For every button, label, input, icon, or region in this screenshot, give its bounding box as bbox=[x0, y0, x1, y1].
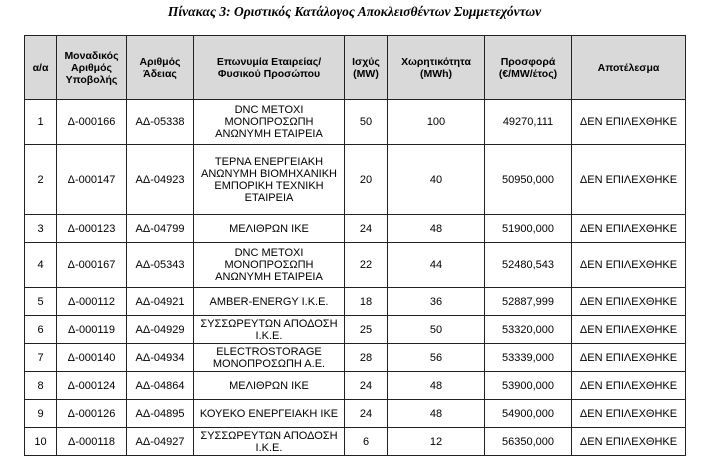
cell-power: 25 bbox=[345, 316, 388, 344]
cell-license: ΑΔ-04927 bbox=[127, 428, 194, 456]
cell-offer: 53900,000 bbox=[485, 372, 572, 400]
cell-capacity: 48 bbox=[388, 372, 485, 400]
cell-result: ΔΕΝ ΕΠΙΛΕΧΘΗΚΕ bbox=[572, 372, 686, 400]
header-power: Ισχύς (MW) bbox=[345, 36, 388, 100]
cell-capacity: 44 bbox=[388, 243, 485, 288]
cell-result: ΔΕΝ ΕΠΙΛΕΧΘΗΚΕ bbox=[572, 215, 686, 243]
cell-aa: 9 bbox=[25, 400, 57, 428]
cell-aa: 8 bbox=[25, 372, 57, 400]
header-result: Αποτέλεσμα bbox=[572, 36, 686, 100]
table-row bbox=[25, 372, 686, 400]
cell-result: ΔΕΝ ΕΠΙΛΕΧΘΗΚΕ bbox=[572, 288, 686, 316]
header-offer: Προσφορά (€/MW/έτος) bbox=[485, 36, 572, 100]
table-row bbox=[25, 215, 686, 243]
cell-license: ΑΔ-04934 bbox=[127, 344, 194, 372]
cell-company: ΜΕΛΙΘΡΩΝ ΙΚΕ bbox=[194, 215, 345, 243]
cell-offer: 50950,000 bbox=[485, 145, 572, 215]
cell-capacity: 48 bbox=[388, 215, 485, 243]
cell-aa: 10 bbox=[25, 428, 57, 456]
table-header-row bbox=[25, 36, 686, 100]
cell-company: ELECTROSTORAGE ΜΟΝΟΠΡΟΣΩΠΗ Α.Ε. bbox=[194, 344, 345, 372]
cell-offer: 54900,000 bbox=[485, 400, 572, 428]
cell-capacity: 40 bbox=[388, 145, 485, 215]
cell-submission: Δ-000126 bbox=[57, 400, 127, 428]
cell-power: 24 bbox=[345, 372, 388, 400]
header-company-name: Επωνυμία Εταιρείας/Φυσικού Προσώπου bbox=[194, 36, 345, 100]
cell-company: DNC ΜΕΤΟΧΙ ΜΟΝΟΠΡΟΣΩΠΗ ΑΝΩΝΥΜΗ ΕΤΑΙΡΕΙΑ bbox=[194, 243, 345, 288]
cell-power: 18 bbox=[345, 288, 388, 316]
cell-power: 6 bbox=[345, 428, 388, 456]
cell-result: ΔΕΝ ΕΠΙΛΕΧΘΗΚΕ bbox=[572, 428, 686, 456]
cell-company: ΜΕΛΙΘΡΩΝ ΙΚΕ bbox=[194, 372, 345, 400]
cell-offer: 52887,999 bbox=[485, 288, 572, 316]
cell-offer: 51900,000 bbox=[485, 215, 572, 243]
cell-power: 50 bbox=[345, 100, 388, 145]
cell-power: 28 bbox=[345, 344, 388, 372]
cell-aa: 3 bbox=[25, 215, 57, 243]
cell-submission: Δ-000123 bbox=[57, 215, 127, 243]
cell-offer: 49270,111 bbox=[485, 100, 572, 145]
cell-submission: Δ-000112 bbox=[57, 288, 127, 316]
cell-company: ΤΕΡΝΑ ΕΝΕΡΓΕΙΑΚΗ ΑΝΩΝΥΜΗ ΒΙΟΜΗΧΑΝΙΚΗ ΕΜΠΟΡΙΚΗ ΤΕΧΝΙΚΗ ΕΤΑΙΡΕΙΑ bbox=[194, 145, 345, 215]
cell-license: ΑΔ-04921 bbox=[127, 288, 194, 316]
cell-submission: Δ-000124 bbox=[57, 372, 127, 400]
cell-aa: 4 bbox=[25, 243, 57, 288]
cell-company: ΚΟΥΕΚΟ ΕΝΕΡΓΕΙΑΚΗ ΙΚΕ bbox=[194, 400, 345, 428]
cell-capacity: 50 bbox=[388, 316, 485, 344]
cell-capacity: 56 bbox=[388, 344, 485, 372]
cell-license: ΑΔ-05343 bbox=[127, 243, 194, 288]
cell-offer: 53320,000 bbox=[485, 316, 572, 344]
cell-result: ΔΕΝ ΕΠΙΛΕΧΘΗΚΕ bbox=[572, 316, 686, 344]
table-row bbox=[25, 145, 686, 215]
cell-aa: 6 bbox=[25, 316, 57, 344]
cell-aa: 1 bbox=[25, 100, 57, 145]
cell-offer: 52480,543 bbox=[485, 243, 572, 288]
cell-license: ΑΔ-05338 bbox=[127, 100, 194, 145]
cell-license: ΑΔ-04799 bbox=[127, 215, 194, 243]
cell-power: 20 bbox=[345, 145, 388, 215]
cell-submission: Δ-000140 bbox=[57, 344, 127, 372]
cell-license: ΑΔ-04895 bbox=[127, 400, 194, 428]
cell-capacity: 48 bbox=[388, 400, 485, 428]
table-row bbox=[25, 400, 686, 428]
cell-license: ΑΔ-04864 bbox=[127, 372, 194, 400]
cell-aa: 2 bbox=[25, 145, 57, 215]
table-row bbox=[25, 344, 686, 372]
cell-result: ΔΕΝ ΕΠΙΛΕΧΘΗΚΕ bbox=[572, 400, 686, 428]
cell-company: AMBER-ENERGY Ι.Κ.Ε. bbox=[194, 288, 345, 316]
cell-company: ΣΥΣΣΩΡΕΥΤΩΝ ΑΠΟΔΟΣΗ Ι.Κ.Ε. bbox=[194, 428, 345, 456]
cell-submission: Δ-000147 bbox=[57, 145, 127, 215]
cell-power: 24 bbox=[345, 215, 388, 243]
table-title: Πίνακας 3: Οριστικός Κατάλογος Αποκλεισθέντων Συμμετεχόντων bbox=[167, 4, 542, 19]
cell-power: 24 bbox=[345, 400, 388, 428]
table-row bbox=[25, 316, 686, 344]
cell-aa: 7 bbox=[25, 344, 57, 372]
header-license-number: Αριθμός Άδειας bbox=[127, 36, 194, 100]
header-aa: α/α bbox=[25, 36, 57, 100]
cell-submission: Δ-000118 bbox=[57, 428, 127, 456]
header-submission-number: Μοναδικός Αριθμός Υποβολής bbox=[57, 36, 127, 100]
table-row bbox=[25, 243, 686, 288]
cell-power: 22 bbox=[345, 243, 388, 288]
cell-license: ΑΔ-04923 bbox=[127, 145, 194, 215]
cell-aa: 5 bbox=[25, 288, 57, 316]
table-row bbox=[25, 100, 686, 145]
cell-result: ΔΕΝ ΕΠΙΛΕΧΘΗΚΕ bbox=[572, 344, 686, 372]
cell-offer: 56350,000 bbox=[485, 428, 572, 456]
cell-submission: Δ-000166 bbox=[57, 100, 127, 145]
table-row bbox=[25, 288, 686, 316]
cell-result: ΔΕΝ ΕΠΙΛΕΧΘΗΚΕ bbox=[572, 145, 686, 215]
cell-company: DNC ΜΕΤΟΧΙ ΜΟΝΟΠΡΟΣΩΠΗ ΑΝΩΝΥΜΗ ΕΤΑΙΡΕΙΑ bbox=[194, 100, 345, 145]
cell-capacity: 12 bbox=[388, 428, 485, 456]
cell-capacity: 36 bbox=[388, 288, 485, 316]
cell-capacity: 100 bbox=[388, 100, 485, 145]
excluded-participants-table bbox=[24, 35, 686, 456]
cell-offer: 53339,000 bbox=[485, 344, 572, 372]
cell-result: ΔΕΝ ΕΠΙΛΕΧΘΗΚΕ bbox=[572, 100, 686, 145]
cell-license: ΑΔ-04929 bbox=[127, 316, 194, 344]
cell-result: ΔΕΝ ΕΠΙΛΕΧΘΗΚΕ bbox=[572, 243, 686, 288]
cell-submission: Δ-000167 bbox=[57, 243, 127, 288]
cell-submission: Δ-000119 bbox=[57, 316, 127, 344]
header-capacity: Χωρητικότητα (MWh) bbox=[388, 36, 485, 100]
cell-company: ΣΥΣΣΩΡΕΥΤΩΝ ΑΠΟΔΟΣΗ Ι.Κ.Ε. bbox=[194, 316, 345, 344]
table-row bbox=[25, 428, 686, 456]
